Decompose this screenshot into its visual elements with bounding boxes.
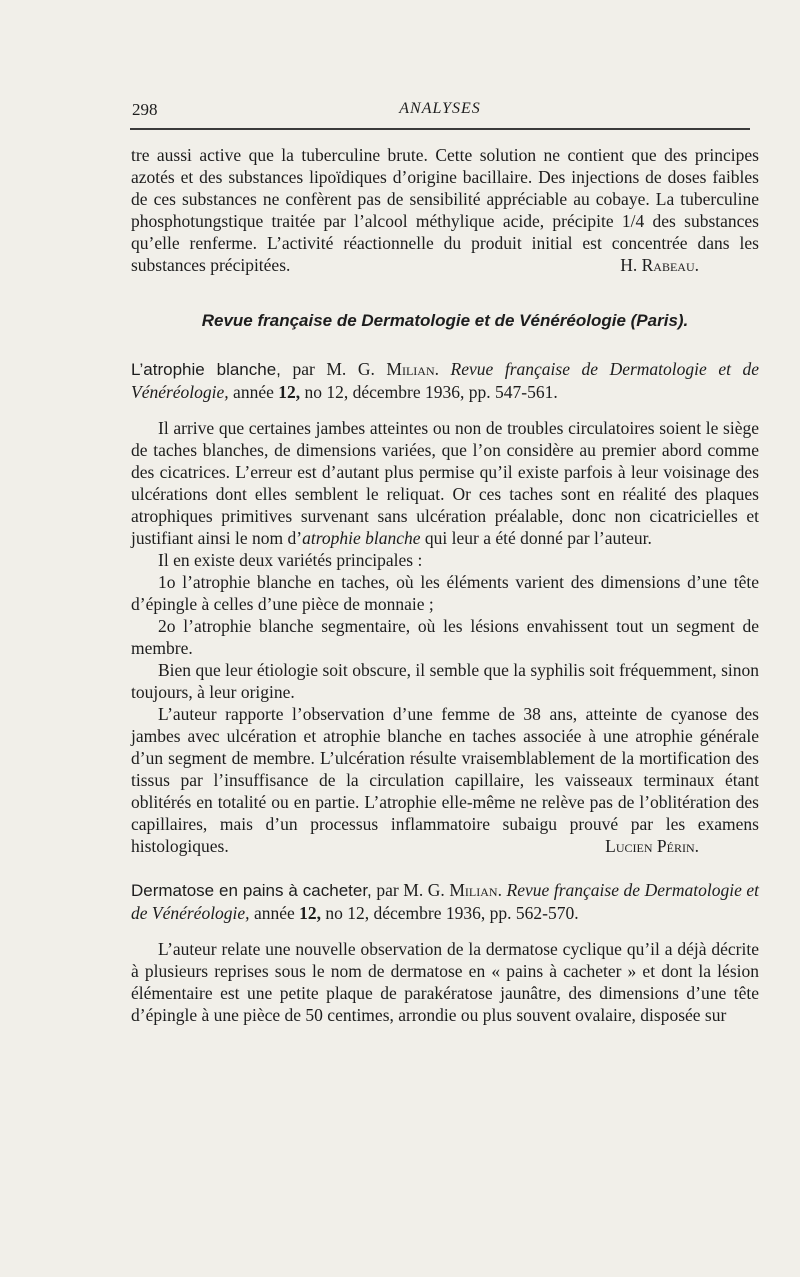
page-number: 298	[132, 100, 158, 119]
signature-perin: Lucien Périn.	[605, 836, 699, 856]
body-text	[131, 144, 759, 1026]
article2-reference: no 12, décembre 1936, pp. 562-570.	[325, 903, 579, 923]
article1-paragraph: 1o l’atrophie blanche en taches, où les éléments varient des dimensions d’une tête d’épingle à celles d’une pièce de monnaie ;	[131, 572, 759, 614]
article1-journal: Revue française de Dermatologie et de Vénéréologie,	[131, 359, 760, 402]
article2-journal: Revue française de Dermatologie et de Vénéréologie,	[131, 880, 760, 923]
article1-paragraph: Il arrive que certaines jambes atteintes ou non de troubles circulatoires soient le siège de taches blanches, de dimensions variées, que l’on considère au premier abord comme des cicatrices. L’erreur est d’autant plus permise qu’il existe parfois à leur voisinage des ulcérations dont elles semblent le reliquat. Or ces taches sont en réalité des plaques atrophiques primitives survenant sans ulcération préalable, donc non cicatricielles et justifiant ainsi le nom d’atrophie blanche qui leur a été donné par l’auteur.	[131, 418, 759, 548]
journal-section-title: Revue française de Dermatologie et de Vénéréologie (Paris).	[201, 311, 689, 330]
header-rule	[130, 128, 750, 130]
article1-title: L’atrophie blanche,	[131, 360, 281, 379]
article1-paragraph: L’auteur rapporte l’observation d’une femme de 38 ans, atteinte de cyanose des jambes avec ulcération et atrophie blanche en taches associée à une atrophie générale d’un segment de membre. L’ulcération résulte vraisemblablement de la mortification des tissus par l’insuffisance de la circulation capillaire, les vaisseaux terminaux étant oblitérés en totalité ou en partie. L’atrophie elle-même ne relève pas de l’oblitération des capillaires, mais d’un processus inflammatoire subaigu prouvé par les examens histologiques. Lucien Périn.	[131, 704, 759, 856]
article1-paragraph: Bien que leur étiologie soit obscure, il semble que la syphilis soit fréquemment, sinon toujours, à leur origine.	[131, 660, 759, 702]
article1-paragraph: 2o l’atrophie blanche segmentaire, où les lésions envahissent tout un segment de membre.	[131, 616, 759, 658]
article1-author: M. G. Milian.	[326, 359, 439, 379]
signature-rabeau: H. Rabeau.	[620, 255, 699, 275]
article2-author: M. G. Milian.	[403, 880, 502, 900]
article1-reference: no 12, décembre 1936, pp. 547-561.	[304, 382, 558, 402]
running-header	[130, 92, 750, 132]
article1-paragraph: Il en existe deux variétés principales :	[158, 550, 423, 570]
running-title: ANALYSES	[399, 100, 481, 117]
article2-heading: Dermatose en pains à cacheter, par M. G. Milian. Revue française de Dermatologie et de Vénéréologie, année 12, no 12, décembre 1936, pp. 562-570.	[131, 880, 760, 923]
article2-title: Dermatose en pains à cacheter,	[131, 881, 372, 900]
article1-heading: L’atrophie blanche, par M. G. Milian. Revue française de Dermatologie et de Vénéréologie, année 12, no 12, décembre 1936, pp. 547-561.	[131, 359, 760, 402]
article2-paragraph: L’auteur relate une nouvelle observation de la dermatose cyclique qu’il a déjà décrite à plusieurs reprises sous le nom de dermatose en « pains à cacheter » et dont la lésion élémentaire est une petite plaque de parakératose jaunâtre, des dimensions d’une tête d’épingle à une pièce de 50 centimes, arrondie ou plus souvent ovalaire, disposée sur	[131, 939, 759, 1025]
previous-article-end: tre aussi active que la tuberculine brute. Cette solution ne contient que des principes azotés et des substances lipoïdiques d’origine bacillaire. Des injections de doses faibles de ces substances ne confèrent pas de sensibilité appréciable au cobaye. La tuberculine phosphotungstique traitée par l’alcool méthylique acide, précipite 1/4 des substances qu’elle renferme. L’activité réactionnelle du produit initial est concentrée dans les substances précipitées. H. Rabeau.	[131, 145, 759, 275]
